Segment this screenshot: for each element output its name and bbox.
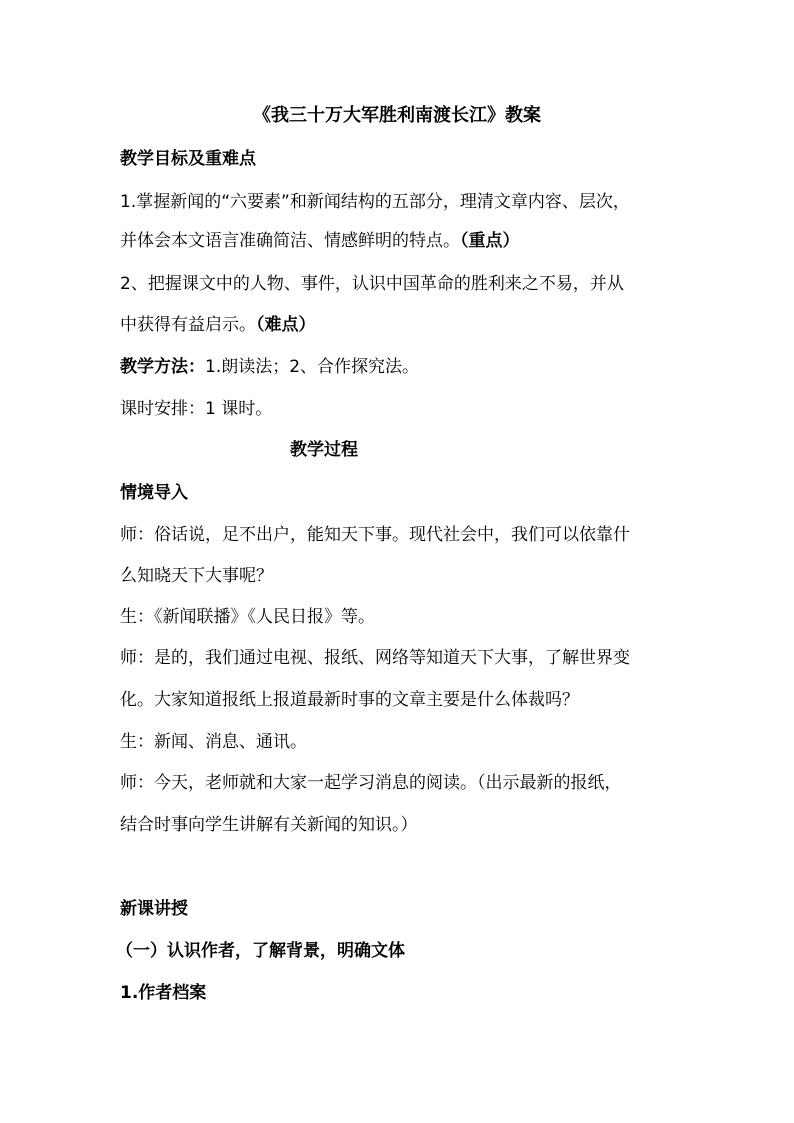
objective-1-line-1: 1.掌握新闻的“六要素”和新闻结构的五部分，理清文章内容、层次， — [120, 192, 630, 212]
author-file-heading: 1.作者档案 — [120, 983, 207, 1003]
intro-heading: 情境导入 — [120, 483, 188, 503]
objective-1-line-2 — [120, 230, 680, 252]
dialogue-line: 结合时事向学生讲解有关新闻的知识。） — [120, 815, 418, 835]
objective-2-tag: （难点） — [256, 315, 316, 335]
objective-2-line-2 — [120, 314, 680, 336]
teaching-methods — [120, 356, 680, 378]
methods-value: 1.朗读法；2、合作探究法。 — [205, 357, 420, 377]
objective-1-tag: （重点） — [460, 231, 520, 251]
objective-2-line-1: 2、把握课文中的人物、事件，认识中国革命的胜利来之不易，并从 — [120, 274, 624, 294]
process-heading: 教学过程 — [290, 440, 358, 460]
objective-2-text: 中获得有益启示。 — [120, 315, 256, 335]
methods-label: 教学方法： — [120, 357, 205, 377]
objectives-heading: 教学目标及重难点 — [120, 149, 256, 169]
new-lesson-heading: 新课讲授 — [120, 899, 188, 919]
dialogue-line: 师：俗话说，足不出户，能知天下事。现代社会中，我们可以依靠什 — [120, 525, 630, 545]
dialogue-line: 生：《新闻联播》《人民日报》等。 — [120, 607, 375, 627]
dialogue-line: 师：是的，我们通过电视、报纸、网络等知道天下大事，了解世界变 — [120, 648, 630, 668]
dialogue-line: 师：今天，老师就和大家一起学习消息的阅读。（出示最新的报纸， — [120, 773, 622, 793]
class-schedule: 课时安排：1 课时。 — [120, 399, 273, 419]
objective-1-text: 并体会本文语言准确简洁、情感鲜明的特点。 — [120, 231, 460, 251]
dialogue-line: 么知晓天下大事呢？ — [120, 566, 273, 586]
document-title: 《我三十万大军胜利南渡长江》教案 — [253, 105, 541, 126]
dialogue-line: 化。大家知道报纸上报道最新时事的文章主要是什么体裁吗？ — [120, 690, 579, 710]
section-1-heading: （一）认识作者，了解背景，明确文体 — [116, 941, 405, 961]
dialogue-line: 生：新闻、消息、通讯。 — [120, 732, 307, 752]
